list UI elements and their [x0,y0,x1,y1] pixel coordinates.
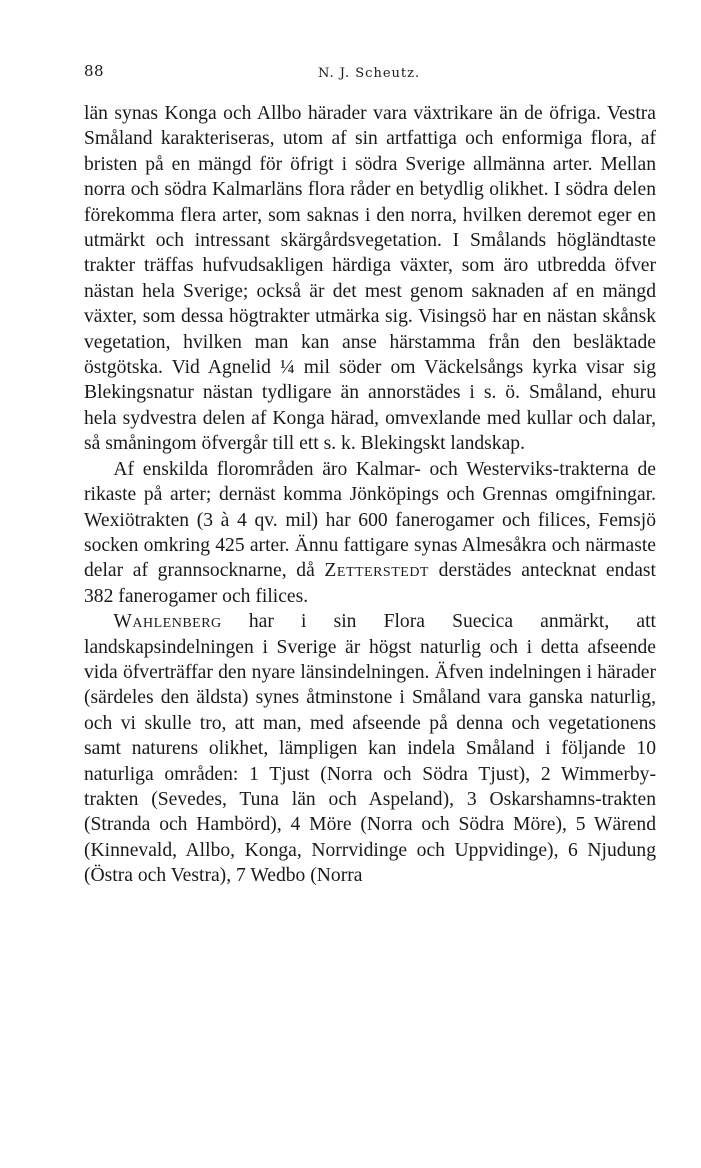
running-head: N. J. Scheutz. [318,66,421,81]
paragraph-2 [84,457,656,609]
paragraph-2-text: Af enskilda florområden äro Kalmar- och Westerviks-trakterna de rikaste på arter; dernäst komma Jönköpings och Grennas omgifningar. Wexiötrakten (3 à 4 qv. mil) har 600 fanerogamer och filices, Femsjö socken omkring 425 arter. Ännu fattigare synas Almesåkra och närmaste delar af grannsocknarne, då [84,458,656,582]
paragraph-1-text: län synas Konga och Allbo härader vara växtrikare än de öfriga. Vestra Småland karakteriseras, utom af sin artfattiga och enformiga flora, af bristen på en mängd för öfrigt i södra Sverige allmänna arter. Mellan norra och södra Kalmarläns flora råder en betydlig olikhet. I södra delen förekomma flera arter, som saknas i den norra, hvilken deremot eger en utmärkt och intressant skärgårdsvegetation. I Smålands högländtaste trakter träffas hufvudsakligen härdiga växter, som äro utbredda öfver nästan hela Sverige; också är det mest genom saknaden af en mängd växter, som dessa högtrakter utmärka sig. Visingsö har en nästan skånsk vegetation, hvilken man kan anse härstamma från den besläktade östgötska. Vid Agnelid ¼ mil söder om Väckelsångs kyrka visar sig Blekingsnatur nästan tydligare än annorstädes i s. ö. Småland, ehuru hela sydvestra delen af Konga härad, omvexlande med kullar och dalar, så småningom öfvergår till ett s. k. Blekingskt landskap. [84,103,656,455]
paragraph-3-text: har i sin Flora Suecica anmärkt, att landskapsindelningen i Sverige är högst naturlig och i detta afseende vida öfverträffar den nyare länsindelningen. Äfven indelningen i härader (särdeles den äldsta) synes åtminstone i Småland vara ganska naturlig, och vi skulle tro, att man, med afseende på denna och vegetationens samt naturens olikhet, lämpligen kan indela Småland i följande 10 naturliga områden: 1 Tjust (Norra och Södra Tjust), 2 Wimmerby-trakten (Sevedes, Tuna län och Aspeland), 3 Oskarshamns-trakten (Stranda och Hambörd), 4 Möre (Norra och Södra Möre), 5 Wärend (Kinnevald, Allbo, Konga, Norrvidinge och Uppvidinge), 6 Njudung (Östra och Vestra), 7 Wedbo (Norra [84,611,656,887]
author-name-wahlenberg: Wahlenberg [113,611,222,633]
paragraph-3 [84,609,656,888]
page-header [84,58,656,88]
body-text [84,101,656,889]
paragraph-1 [84,101,656,457]
author-name-zetterstedt: Zetterstedt [324,560,429,582]
page-number: 88 [84,62,105,80]
paragraph-2-text-after: derstädes antecknat endast 382 fanerogamer och filices. [84,560,656,607]
